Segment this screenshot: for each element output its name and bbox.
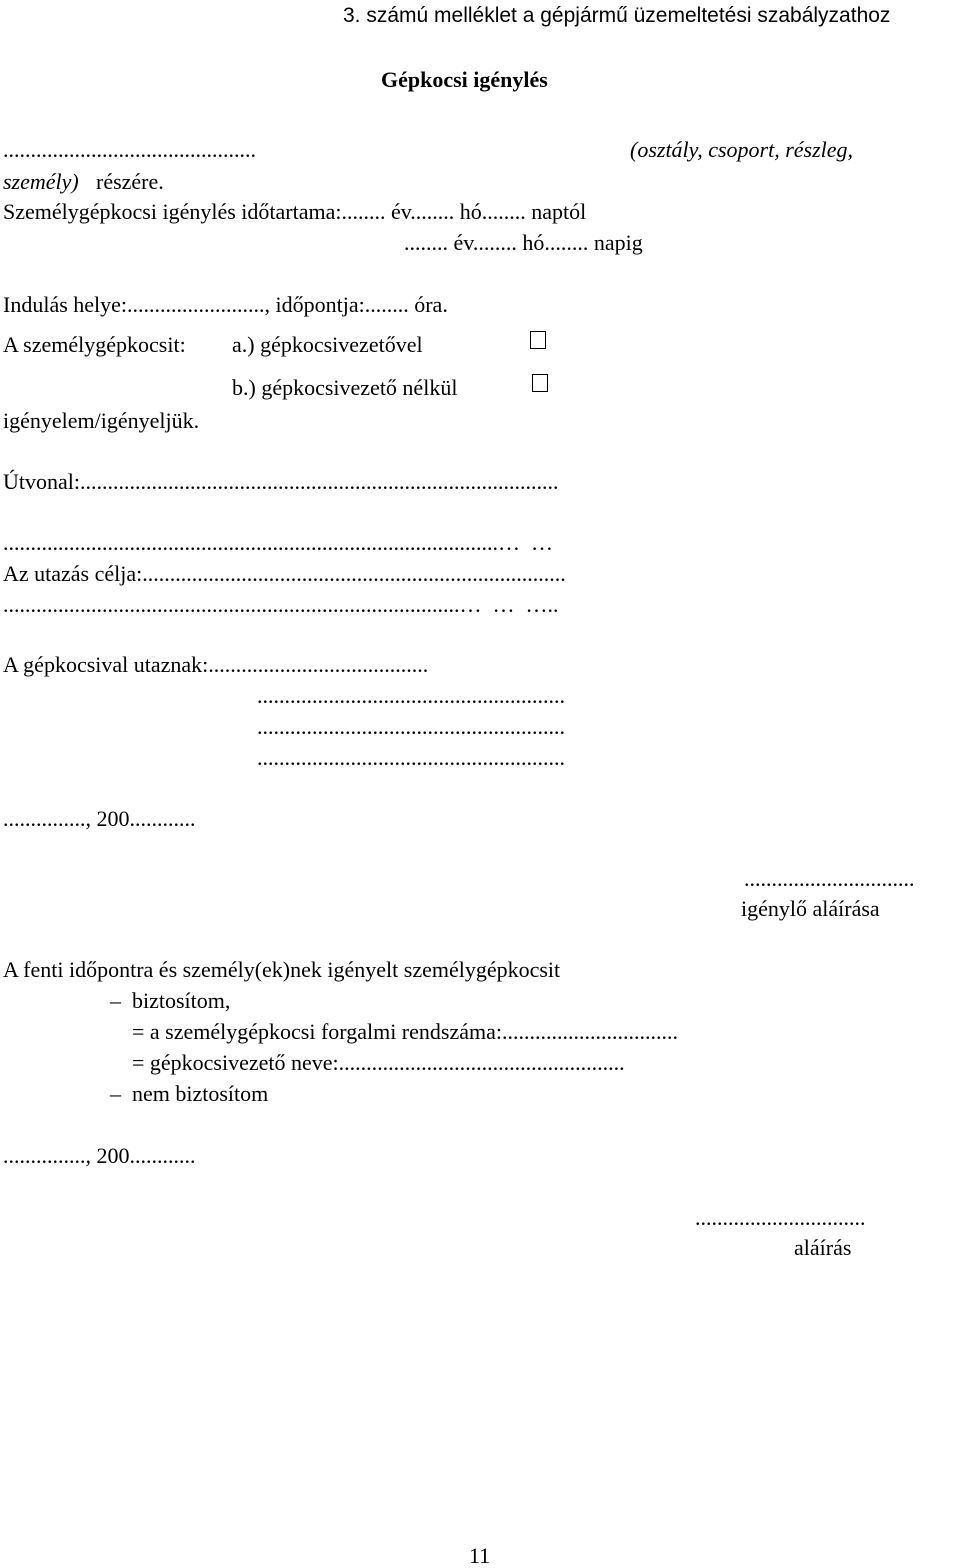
requester-person-hint: személy) xyxy=(3,169,79,194)
purpose-line: Az utazás célja:............................................................................. xyxy=(3,561,566,586)
passengers-line: A gépkocsival utaznak:........................................ xyxy=(3,652,429,677)
page-title: Gépkocsi igénylés xyxy=(381,67,548,92)
requester-signature-label: igénylő aláírása xyxy=(741,896,880,921)
departure-line: Indulás helye:........................., időpontja:........ óra. xyxy=(3,292,448,317)
requester-unit-hint: (osztály, csoport, részleg, xyxy=(630,137,854,162)
request-date-line: ..............., 200............ xyxy=(3,806,196,831)
approval-date-line: ..............., 200............ xyxy=(3,1143,196,1168)
decision-provide: biztosítom, xyxy=(132,988,231,1013)
document-header: 3. számú melléklet a gépjármű üzemeltetési szabályzathoz xyxy=(343,4,891,27)
approver-signature-label: aláírás xyxy=(794,1235,852,1260)
decision-intro: A fenti időpontra és személy(ek)nek igényelt személygépkocsit xyxy=(3,957,561,982)
option-without-driver: b.) gépkocsivezető nélkül xyxy=(232,375,458,400)
decision-dash-icon: – xyxy=(110,1081,121,1106)
checkbox-without-driver[interactable] xyxy=(532,374,548,392)
page-number: 11 xyxy=(469,1543,491,1568)
decision-driver-line: = gépkocsivezető neve:.................................................... xyxy=(132,1050,625,1075)
purpose-continuation: ...................................................................................… … ….. xyxy=(3,592,559,617)
period-end-line: ........ év........ hó........ napig xyxy=(404,230,643,255)
checkbox-with-driver[interactable] xyxy=(530,331,546,349)
approver-signature-dots: ............................... xyxy=(695,1205,866,1230)
decision-plate-line: = a személygépkocsi forgalmi rendszáma:................................ xyxy=(132,1019,678,1044)
requester-dots: .............................................. xyxy=(3,137,256,162)
route-continuation: ..........................................................................................… … xyxy=(3,530,553,555)
decision-dash-icon: – xyxy=(110,988,121,1013)
car-label: A személygépkocsit: xyxy=(3,332,186,357)
period-start-line: Személygépkocsi igénylés időtartama:........ év........ hó........ naptól xyxy=(3,199,587,224)
requester-signature-dots: ............................... xyxy=(744,866,915,891)
option-with-driver: a.) gépkocsivezetővel xyxy=(232,332,423,357)
requester-suffix: részére. xyxy=(96,169,164,194)
request-statement: igényelem/igényeljük. xyxy=(3,408,200,433)
route-line: Útvonal:....................................................................................... xyxy=(3,469,559,494)
decision-not-provide: nem biztosítom xyxy=(132,1081,269,1106)
passenger-dots-line: ........................................................ xyxy=(257,714,565,739)
passenger-dots-line: ........................................................ xyxy=(257,745,565,770)
passenger-dots-line: ........................................................ xyxy=(257,683,565,708)
